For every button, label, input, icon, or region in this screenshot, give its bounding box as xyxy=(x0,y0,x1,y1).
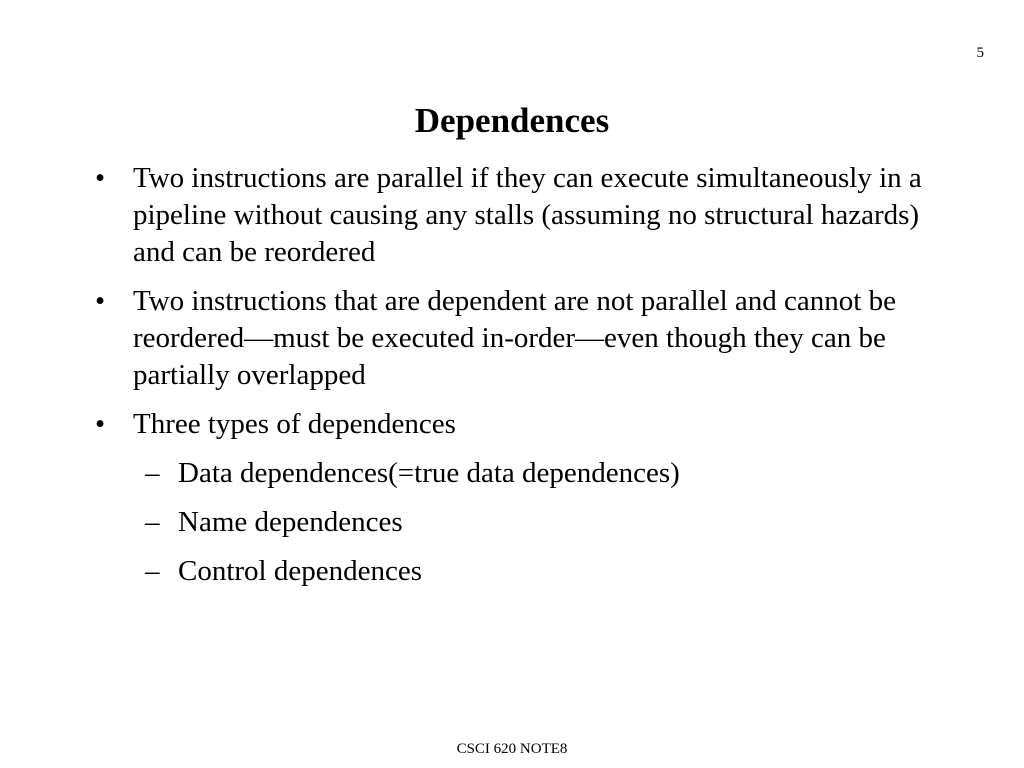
sub-bullet-text: Name dependences xyxy=(178,506,403,538)
sub-bullet-marker: – xyxy=(145,457,160,489)
sub-bullet-text: Control dependences xyxy=(178,555,423,587)
bullet-marker: • xyxy=(95,162,106,194)
sub-bullet-item xyxy=(133,504,950,541)
page-number: 5 xyxy=(976,45,984,61)
sub-bullet-item xyxy=(133,455,950,492)
bullet-item xyxy=(90,406,950,590)
sub-bullet-item xyxy=(133,553,950,590)
bullet-text: Two instructions are parallel if they can execute simultaneously in a pipeline without causing any stalls (assuming no structural hazards) and can be reordered xyxy=(133,162,922,268)
sub-bullet-marker: – xyxy=(145,506,160,538)
sub-bullet-marker: – xyxy=(145,555,160,587)
sub-bullet-list xyxy=(133,455,950,590)
bullet-text: Three types of dependences xyxy=(133,408,456,440)
sub-bullet-text: Data dependences(=true data dependences) xyxy=(178,457,680,489)
bullet-marker: • xyxy=(95,285,106,317)
slide-footer: CSCI 620 NOTE8 xyxy=(456,741,568,757)
bullet-item xyxy=(90,283,950,394)
bullet-text: Two instructions that are dependent are not parallel and cannot be reordered—must be executed in-order—even though they can be partially overlapped xyxy=(133,285,896,391)
slide-title: Dependences xyxy=(414,101,610,140)
bullet-item xyxy=(90,160,950,271)
bullet-list xyxy=(90,160,950,602)
bullet-marker: • xyxy=(95,408,106,440)
